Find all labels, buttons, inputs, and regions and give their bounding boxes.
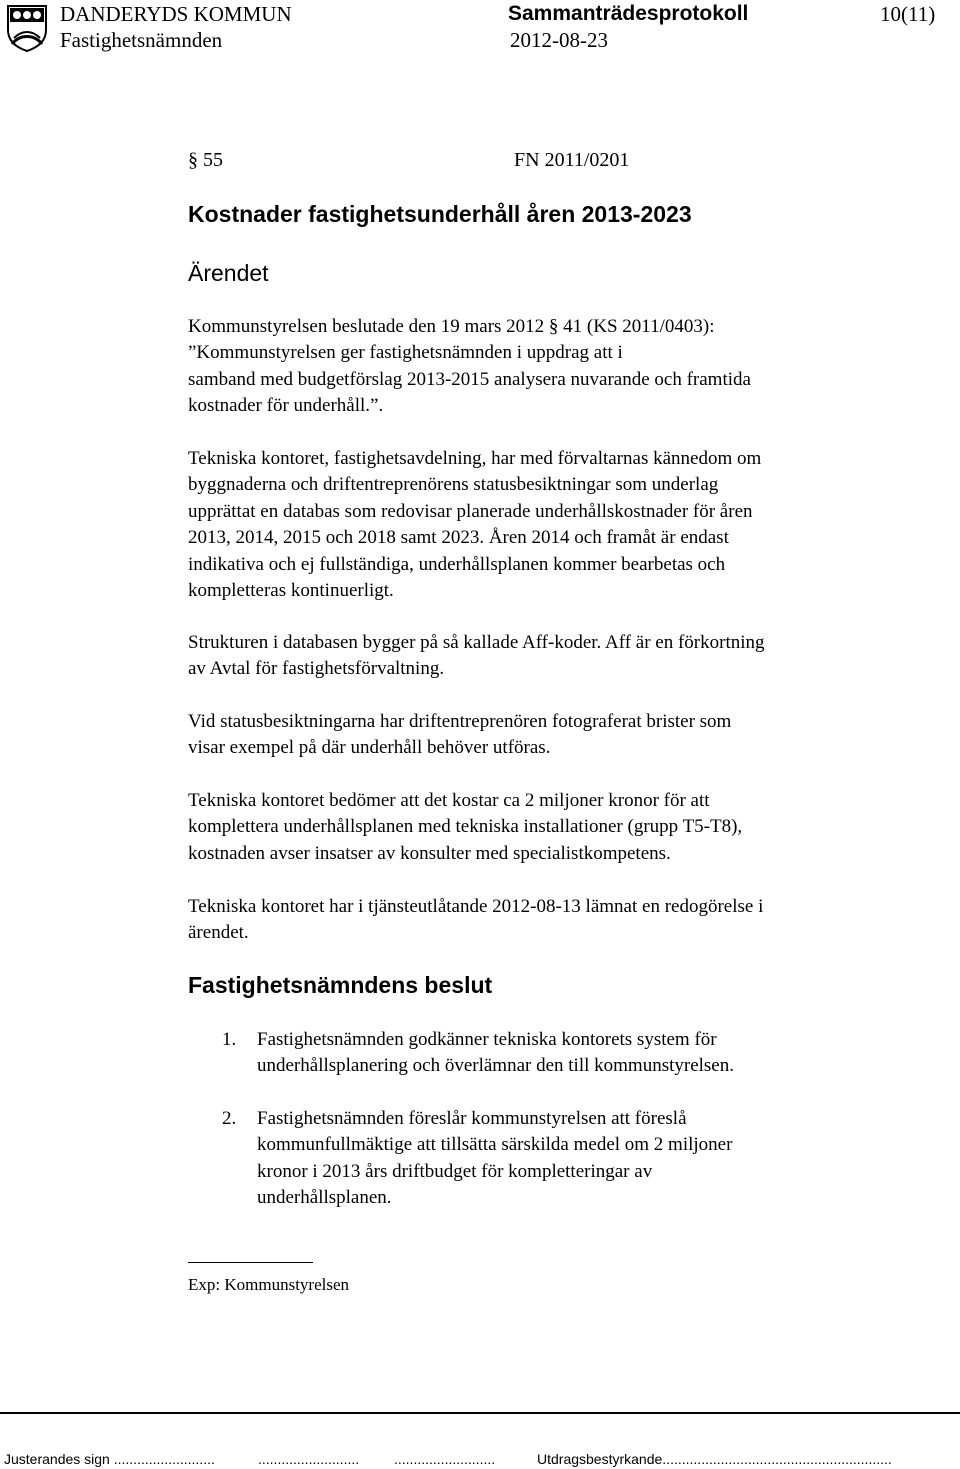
document-type: Sammanträdesprotokoll	[508, 2, 749, 25]
case-reference: FN 2011/0201	[514, 149, 630, 171]
certification-dots: ...........................................................	[662, 1451, 892, 1467]
decision-line: kronor i 2013 års driftbudget för kompletteringar av	[257, 1160, 653, 1182]
paragraph-line: ärendet.	[188, 922, 249, 944]
paragraph-cost-estimate	[188, 788, 742, 867]
paragraph-line: Tekniska kontoret har i tjänsteutlåtande 2012-08-13 lämnat en redogörelse i	[188, 896, 764, 917]
paragraph-line: komplettera underhållsplanen med tekniska installationer (grupp T5-T8),	[188, 816, 743, 838]
signature-dots: ..........................	[113, 1451, 215, 1467]
paragraph-line: indikativa och ej fullständiga, underhållsplanen kommer bearbetas och	[188, 553, 726, 575]
expedition-rule	[188, 1262, 313, 1263]
paragraph-line: av Avtal för fastighetsförvaltning.	[188, 658, 445, 680]
signature-dots: ..........................	[394, 1451, 496, 1467]
section-number-line	[188, 147, 223, 173]
paragraph-line: upprättat en databas som redovisar planerade underhållskostnader för åren	[188, 500, 753, 522]
paragraph-line: kompletteras kontinuerligt.	[188, 580, 394, 602]
paragraph-line: kostnaden avser insatser av konsulter med specialistkompetens.	[188, 842, 671, 864]
background-line: Kommunstyrelsen beslutade den 19 mars 2012 § 41 (KS 2011/0403):	[188, 316, 715, 337]
background-line: ”Kommunstyrelsen ger fastighetsnämnden i uppdrag att i	[188, 342, 623, 364]
signature-dots: ..........................	[258, 1451, 360, 1467]
decision-item-text	[257, 1106, 732, 1212]
paragraph-line: visar exempel på där underhåll behöver utföras.	[188, 737, 551, 759]
decision-item-number: 2.	[222, 1108, 237, 1129]
decision-line: kommunfullmäktige att tillsätta särskilda medel om 2 miljoner	[257, 1134, 733, 1156]
section-number: 55	[203, 149, 223, 171]
paragraph-line: Vid statusbesiktningarna har driftentreprenören fotograferat brister som	[188, 711, 732, 732]
decision-line: Fastighetsnämnden föreslår kommunstyrelsen att föreslå	[257, 1108, 687, 1129]
paragraph-aff-codes	[188, 630, 765, 683]
certification-field	[537, 1451, 892, 1467]
decision-item-text	[257, 1027, 734, 1080]
municipal-coat-of-arms-icon	[6, 4, 48, 52]
signature-field	[4, 1451, 215, 1467]
decision-line: underhållsplanering och överlämnar den till kommunstyrelsen.	[257, 1055, 734, 1077]
committee-name: Fastighetsnämnden	[60, 28, 223, 52]
section-subtitle: Ärendet	[188, 260, 269, 286]
paragraph-line: 2013, 2014, 2015 och 2018 samt 2023. Åren 2014 och framåt är endast	[188, 527, 729, 549]
paragraph-line: byggnaderna och driftentreprenörens statusbesiktningar som underlag	[188, 474, 719, 496]
page-number: 10(11)	[880, 2, 936, 26]
decision-line: Fastighetsnämnden godkänner tekniska kontorets system för	[257, 1029, 717, 1050]
expedition-note: Exp: Kommunstyrelsen	[188, 1275, 350, 1294]
background-line: samband med budgetförslag 2013-2015 analysera nuvarande och framtida	[188, 368, 751, 390]
paragraph-line: Tekniska kontoret, fastighetsavdelning, har med förvaltarnas kännedom om	[188, 448, 762, 469]
background-line: kostnader för underhåll.”.	[188, 395, 384, 417]
municipality-name: DANDERYDS KOMMUN	[60, 2, 292, 26]
paragraph-inspections	[188, 709, 731, 762]
paragraph-database	[188, 446, 761, 604]
paragraph-mark: §	[188, 149, 198, 171]
meeting-date: 2012-08-23	[510, 28, 608, 52]
paragraph-report	[188, 894, 763, 947]
paragraph-line: Strukturen i databasen bygger på så kallade Aff-koder. Aff är en förkortning	[188, 632, 765, 653]
certification-label: Utdragsbestyrkande	[537, 1451, 663, 1467]
decision-heading: Fastighetsnämndens beslut	[188, 972, 493, 998]
paragraph-line: Tekniska kontoret bedömer att det kostar ca 2 miljoner kronor för att	[188, 790, 710, 811]
background-text	[188, 314, 751, 420]
section-title: Kostnader fastighetsunderhåll åren 2013-2023	[188, 201, 692, 227]
signature-label: Justerandes sign	[4, 1451, 110, 1467]
footer-rule	[0, 1412, 960, 1414]
decision-item-number: 1.	[222, 1029, 237, 1050]
decision-line: underhållsplanen.	[257, 1187, 392, 1209]
